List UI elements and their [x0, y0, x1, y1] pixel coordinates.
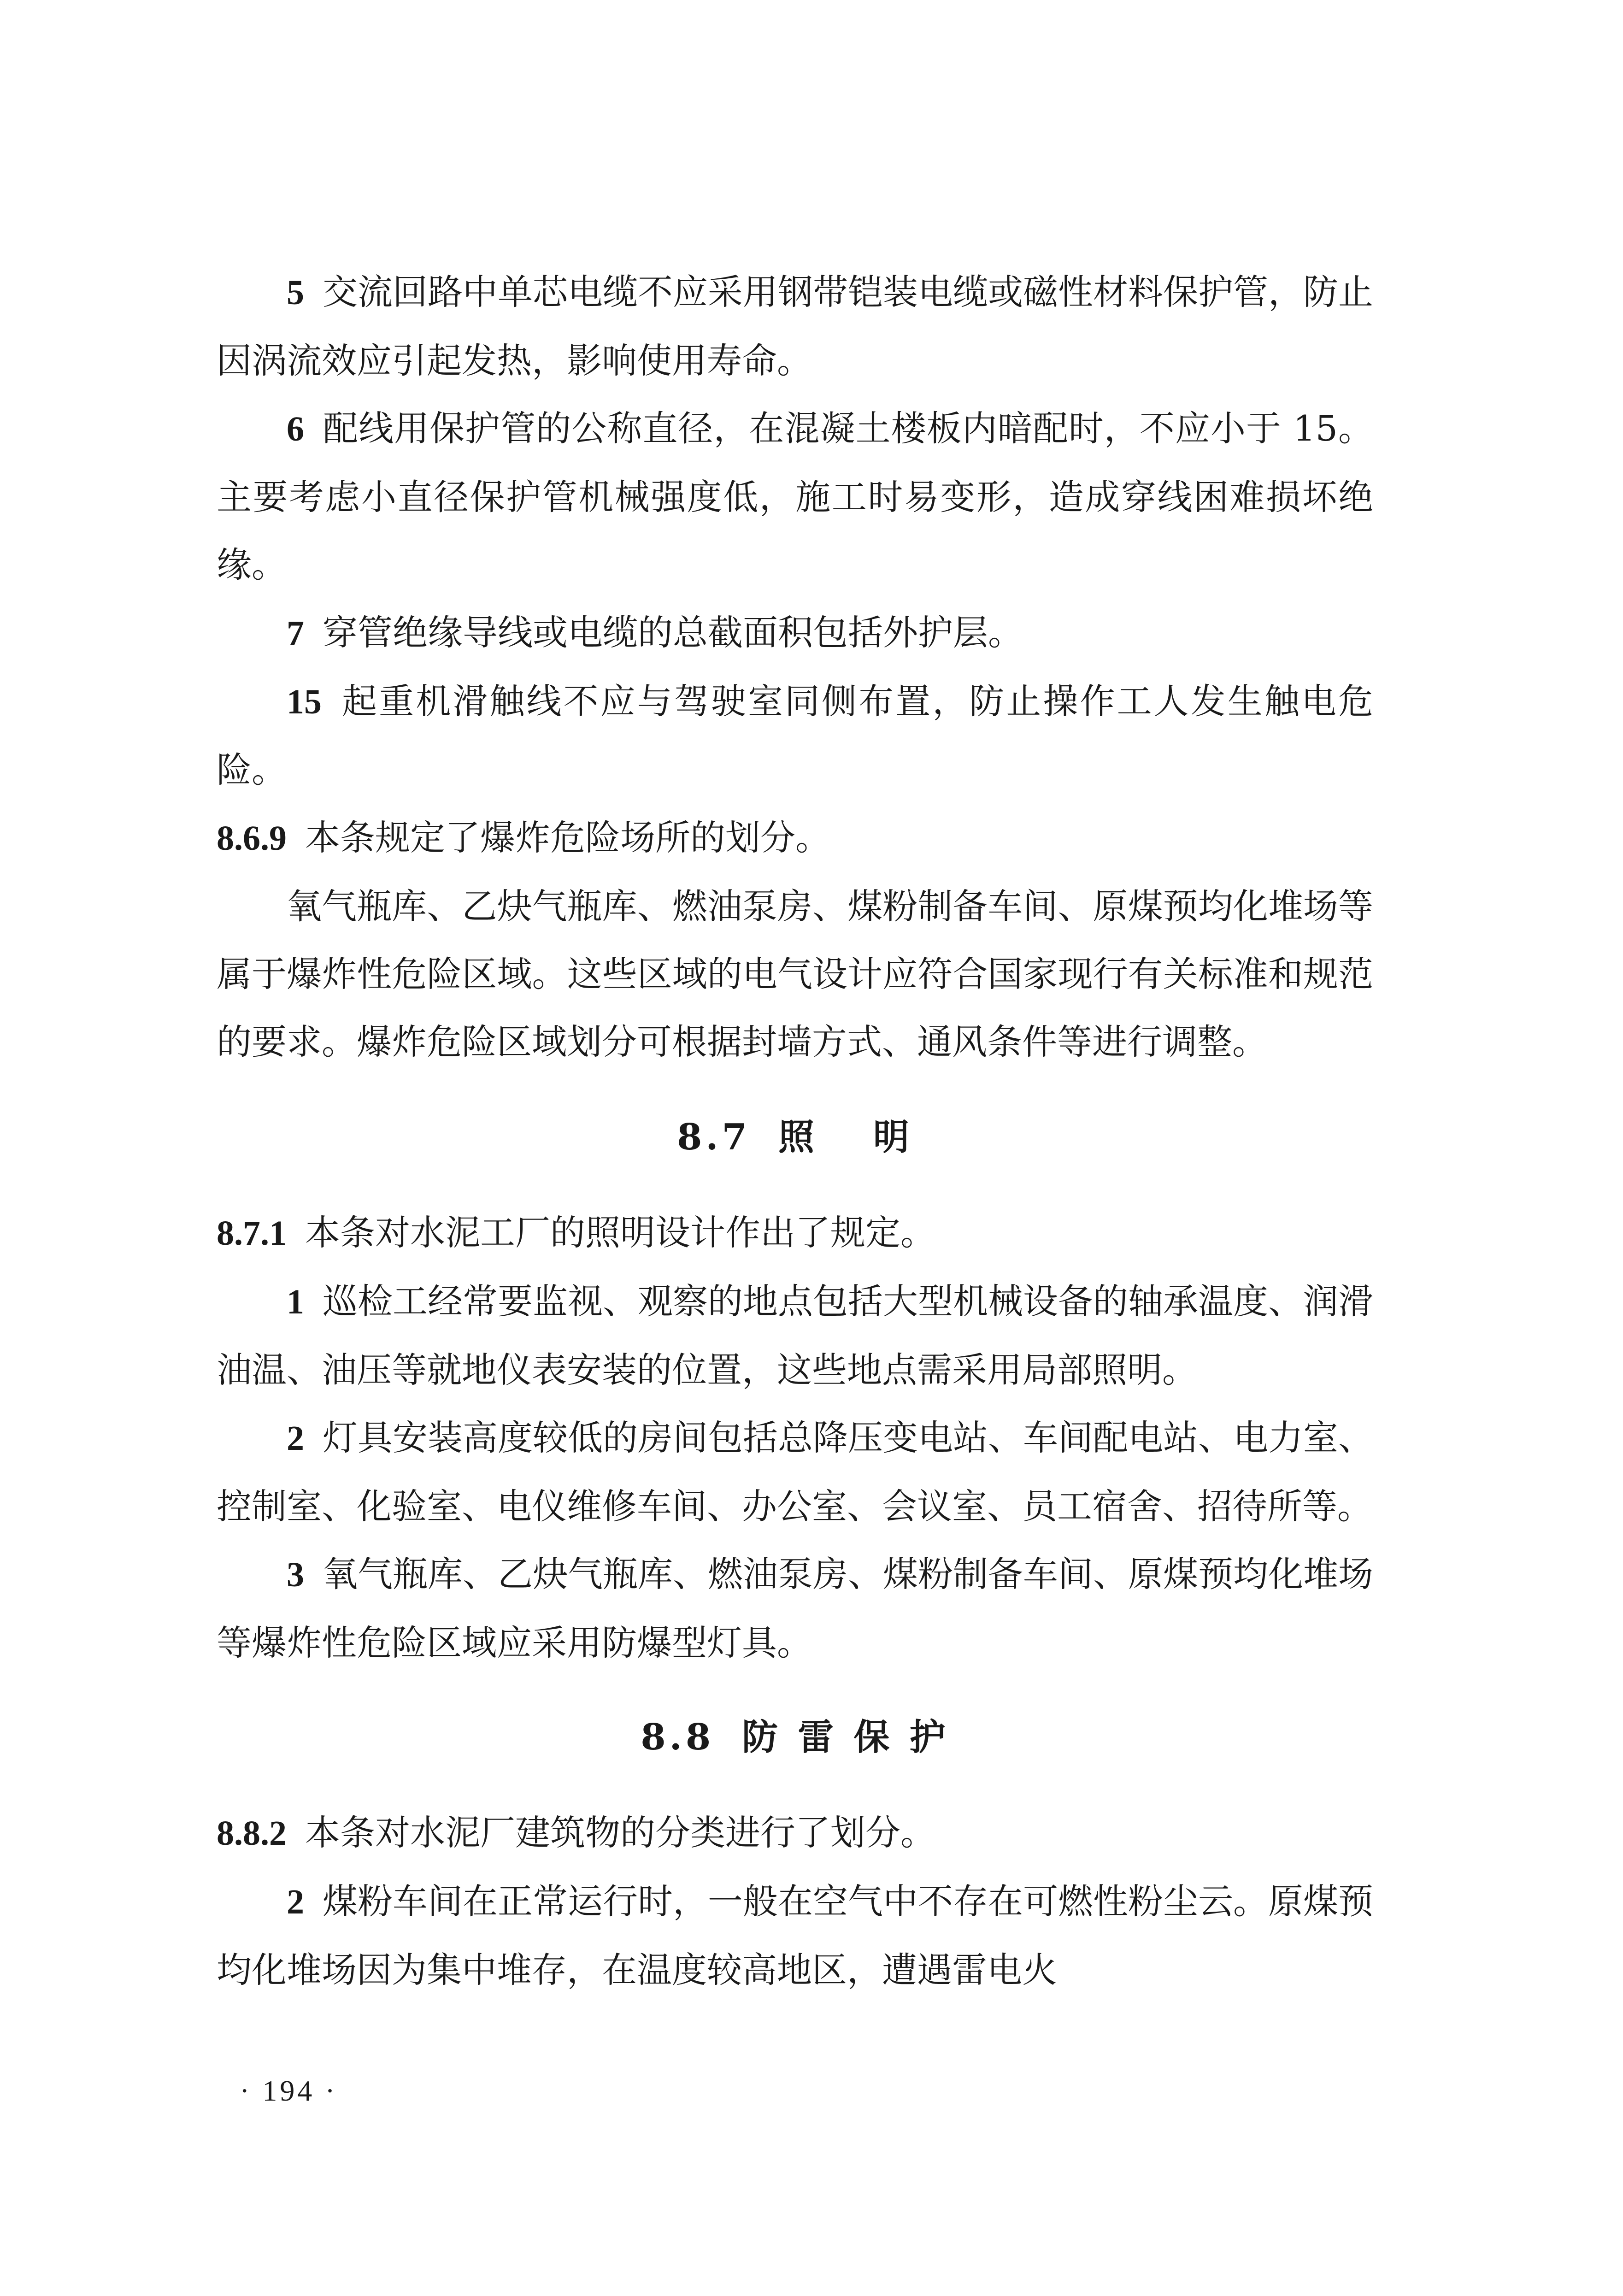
section-title-part: 照: [778, 1116, 818, 1158]
item-number: 3: [287, 1555, 304, 1594]
clause-text: 本条规定了爆炸危险场所的划分。: [305, 817, 830, 858]
item-number: 2: [287, 1883, 304, 1921]
item-6: [217, 394, 1373, 599]
body-text: [217, 258, 1373, 2004]
paragraph-explosion-zones: 氧气瓶库、乙炔气瓶库、燃油泵房、煤粉制备车间、原煤预均化堆场等属于爆炸性危险区域。这些区域的电气设计应符合国家现行有关标准和规范的要求。爆炸危险区域划分可根据封墙方式、通风条件等进行调整。: [217, 886, 1373, 1062]
clause-8-6-9: [217, 804, 1373, 872]
clause-number: 8.7.1: [217, 1214, 287, 1253]
item-number: 1: [287, 1283, 304, 1321]
item-5: [217, 258, 1373, 394]
item-text: 交流回路中单芯电缆不应采用钢带铠装电缆或磁性材料保护管，防止因涡流效应引起发热，影响使用寿命。: [217, 271, 1373, 381]
item-text: 巡检工经常要监视、观察的地点包括大型机械设备的轴承温度、润滑油温、油压等就地仪表安装的位置，这些地点需采用局部照明。: [217, 1281, 1373, 1390]
item-text: 氧气瓶库、乙炔气瓶库、燃油泵房、煤粉制备车间、原煤预均化堆场等爆炸性危险区域应采用防爆型灯具。: [217, 1554, 1373, 1663]
section-heading-8-8: [217, 1703, 1373, 1771]
item-15: [217, 667, 1373, 804]
clause-text: 本条对水泥厂建筑物的分类进行了划分。: [305, 1812, 935, 1853]
item-2: [217, 1404, 1373, 1540]
section-title: 防 雷 保 护: [742, 1716, 949, 1758]
clause-8-7-1: [217, 1199, 1373, 1267]
item-3: [217, 1540, 1373, 1677]
clause-number: 8.8.2: [217, 1814, 287, 1853]
clause-8-8-2: [217, 1799, 1373, 1867]
section-title-part: 明: [873, 1116, 913, 1158]
item-number: 7: [287, 614, 304, 653]
item-number: 2: [287, 1419, 304, 1458]
item-1: [217, 1267, 1373, 1404]
item-7: [217, 599, 1373, 667]
section-number: 8.8: [641, 1716, 715, 1758]
page-number: · 194 ·: [240, 2074, 338, 2107]
item-text: 配线用保护管的公称直径，在混凝土楼板内暗配时，不应小于 15。主要考虑小直径保护管机械强度低，施工时易变形，造成穿线困难损坏绝缘。: [217, 408, 1373, 585]
section-heading-8-7: [217, 1103, 1373, 1171]
item-text: 起重机滑触线不应与驾驶室同侧布置，防止操作工人发生触电危险。: [217, 681, 1373, 790]
item-2-lightning: [217, 1867, 1373, 2004]
section-number: 8.7: [677, 1116, 751, 1158]
item-text: 煤粉车间在正常运行时，一般在空气中不存在可燃性粉尘云。原煤预均化堆场因为集中堆存，在温度较高地区，遭遇雷电火: [217, 1881, 1373, 1990]
item-number: 15: [287, 683, 322, 721]
item-number: 5: [287, 273, 304, 312]
clause-number: 8.6.9: [217, 819, 287, 858]
clause-text: 本条对水泥工厂的照明设计作出了规定。: [305, 1212, 935, 1253]
item-text: 灯具安装高度较低的房间包括总降压变电站、车间配电站、电力室、控制室、化验室、电仪维修车间、办公室、会议室、员工宿舍、招待所等。: [217, 1417, 1373, 1527]
item-number: 6: [287, 410, 304, 448]
item-text: 穿管绝缘导线或电缆的总截面积包括外护层。: [323, 612, 1023, 653]
